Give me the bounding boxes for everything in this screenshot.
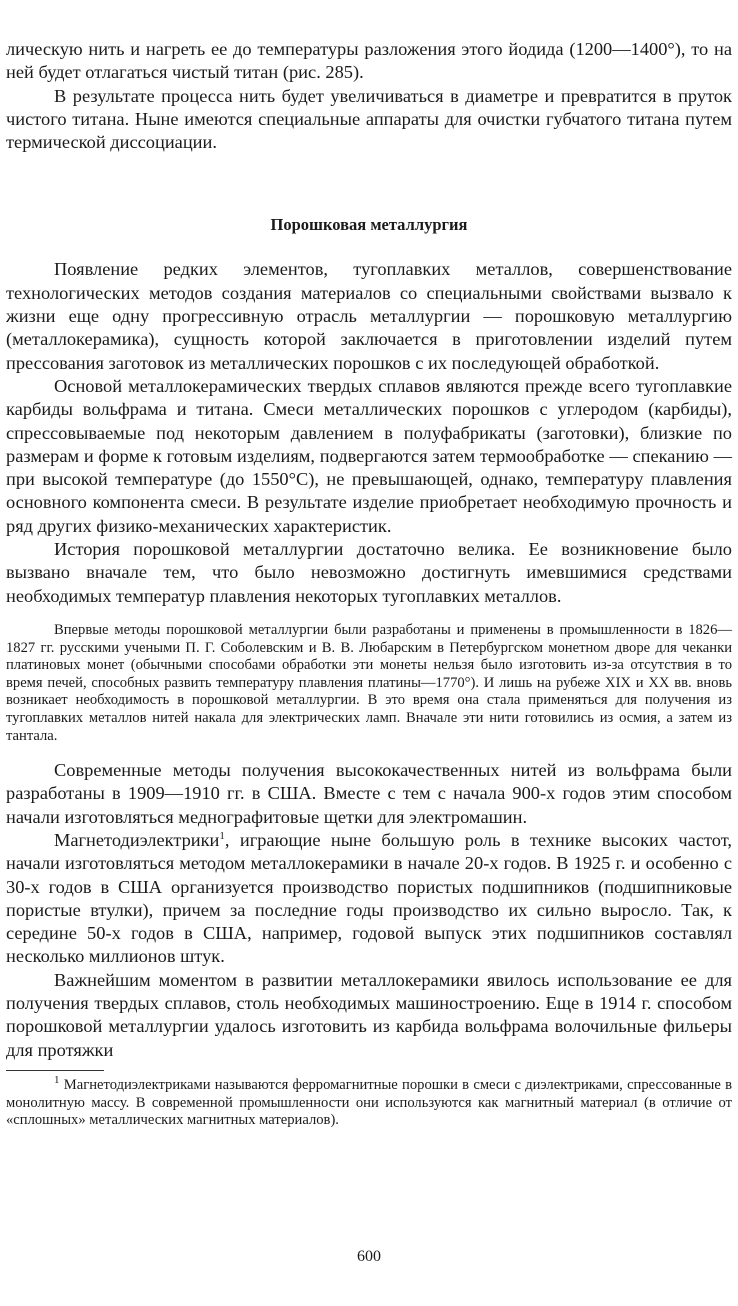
paragraph-rest: , играющие ныне большую роль в технике высоких частот, начали изготовляться методом металлокерамики в начале 20-х годов. В 1925 г. и особенно с 30-х годов в США организуется производство пористых подшипников (подшипниковые пористые втулки), причем за последние годы производство их сильно выросло. Так, к середине 50-х годов в США, например, годовой выпуск этих подшипников составлял несколько миллионов штук.: [6, 829, 732, 967]
paragraph: История порошковой металлургии достаточно велика. Ее возникновение было вызвано вначале тем, что было невозможно достигнуть имевшимися средствами необходимых температур плавления некоторых тугоплавких металлов.: [6, 539, 732, 606]
paragraph: Важнейшим моментом в развитии металлокерамики явилось использование ее для получения твердых сплавов, столь необходимых машиностроению. Еще в 1914 г. способом порошковой металлургии удалось изготовить из карбида вольфрама волочильные фильеры для протяжки: [6, 969, 732, 1060]
section-heading: Порошковая металлургия: [270, 215, 468, 235]
paragraph: Современные методы получения высококачественных нитей из вольфрама были разработаны в 1909—1910 гг. в США. Вместе с тем с начала 900-х годов этим способом начали изготовляться меднографитовые щетки для электромашин.: [6, 760, 732, 827]
page-number: 600: [357, 1248, 381, 1265]
paragraph-start: Магнетодиэлектрики: [54, 829, 220, 850]
footnote-text: Магнетодиэлектриками называются ферромагнитные порошки в смеси с диэлектриками, спрессованные в монолитную массу. В современной промышленности они используются как магнитный материал (в отличие от «сплошных» металлических магнитных материалов).: [6, 1076, 732, 1129]
footnote-divider: [6, 1070, 104, 1071]
footnote-marker: 1: [219, 829, 225, 842]
paragraph: В результате процесса нить будет увеличиваться в диаметре и превратится в пруток чистого титана. Ныне имеются специальные аппараты для очистки губчатого титана путем термической диссоциации.: [6, 85, 732, 153]
footnote: [6, 1074, 732, 1130]
small-print-note: Впервые методы порошковой металлургии были разработаны и применены в промышленности в 1826—1827 гг. русскими учеными П. Г. Соболевским и В. В. Любарским в Петербургском монетном дворе для чеканки платиновых монет (обычными способами обработки эти монеты нельзя было изготовить из-за отсутствия в то время печей, способных развить температуру плавления платины—1770°). И лишь на рубеже XIX и XX вв. вновь возникает необходимость в порошковой металлургии. В это время она стала применяться для получения из тугоплавких металлов нитей накала для электрических ламп. Вначале эти нити готовились из осмия, а затем из тантала.: [6, 621, 732, 744]
paragraph: Основой металлокерамических твердых сплавов являются прежде всего тугоплавкие карбиды вольфрама и титана. Смеси металлических порошков с углеродом (карбиды), спрессовываемые под некоторым давлением в полуфабрикаты (заготовки), близкие по размерам и форме к готовым изделиям, подвергаются затем термообработке — спеканию — при высокой температуре (до 1550°C), не превышающей, однако, температуру плавления основного компонента смеси. В результате изделие приобретает необходимую прочность и ряд других физико-механических характеристик.: [6, 375, 732, 536]
paragraph: Появление редких элементов, тугоплавких металлов, совершенствование технологических методов создания материалов со специальными свойствами вызвало к жизни еще одну прогрессивную отрасль металлургии — порошковую металлургию (металлокерамика), сущность которой заключается в приготовлении изделий путем прессования заготовок из металлических порошков с их последующей обработкой.: [6, 259, 732, 373]
paragraph-continued: лическую нить и нагреть ее до температуры разложения этого йодида (1200—1400°), то на ней будет отлагаться чистый титан (рис. 285).: [6, 39, 732, 83]
paragraph-magnetodielectrics: [6, 829, 732, 969]
footnote-number: 1: [54, 1074, 60, 1087]
page-body: [6, 38, 732, 1130]
